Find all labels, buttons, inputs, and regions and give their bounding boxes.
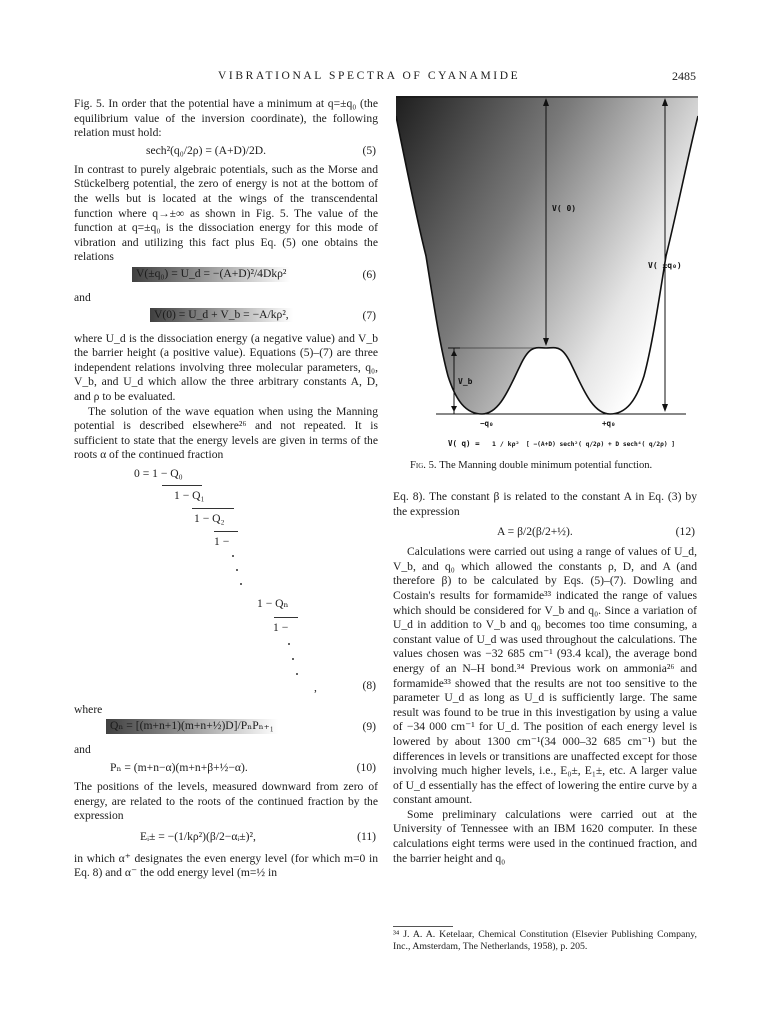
- label-plus-q0: +q₀: [602, 419, 616, 428]
- equation-number: (7): [362, 308, 376, 322]
- and-text: and: [74, 290, 91, 304]
- formula-rhs: [ −(A+D) sech²( q/2ρ) + D sech⁴( q/2ρ) ]: [526, 441, 676, 448]
- figure-caption: [410, 460, 652, 471]
- cf-line: 0 = 1 − Q₀: [134, 466, 183, 480]
- formula-frac: 1 / kρ²: [492, 440, 520, 448]
- potential-plot: [396, 96, 698, 460]
- left-column: [74, 97, 378, 881]
- equation-text: V(0) = U_d + V_b = −A/kρ²,: [150, 308, 293, 323]
- equation-number: (6): [362, 267, 376, 281]
- equation-number: (10): [356, 761, 376, 775]
- paragraph: Eq. 8). The constant β is related to the constant A in Eq. (3) by the expression: [393, 490, 697, 518]
- label-vq0: V( ±q₀): [648, 261, 682, 270]
- and-text: and: [74, 743, 91, 757]
- caption-prefix: Fig. 5.: [410, 460, 437, 471]
- equation-5: [74, 141, 378, 163]
- cf-line: 1 − Q₂: [194, 511, 225, 525]
- equation-12: [393, 519, 697, 545]
- paragraph: in which α⁺ designates the even energy level (for which m=0 in Eq. 8) and α⁻ the odd energy level (m=½ in: [74, 851, 378, 880]
- cf-line: 1 − Qₙ: [257, 596, 289, 610]
- right-column: [393, 490, 697, 866]
- arrowhead: [451, 406, 457, 412]
- equation-text: Eᵢ± = −(1/kρ²)(β/2−αᵢ±)²,: [140, 829, 256, 843]
- caption-text: The Manning double minimum potential function.: [439, 460, 653, 471]
- figure-manning-potential: [396, 96, 698, 460]
- formula-lhs: V( q) =: [448, 439, 480, 448]
- equation-9: [74, 717, 378, 743]
- equation-number: (9): [362, 720, 376, 734]
- where-text: where: [74, 702, 103, 716]
- equation-number: (11): [357, 829, 376, 843]
- arrowhead: [662, 404, 668, 412]
- equation-number: (8): [362, 678, 376, 692]
- paragraph: Fig. 5. In order that the potential have a minimum at q=±q₀ (the equilibrium value of the inversion coordinate), the following relation must hold:: [74, 97, 378, 140]
- equation-number: (12): [675, 525, 695, 539]
- footnote: ³⁴ J. A. A. Ketelaar, Chemical Constitution (Elsevier Publishing Company, Inc., Amsterdam, The Netherlands, 1958), p. 205.: [393, 929, 697, 953]
- running-title: VIBRATIONAL SPECTRA OF CYANAMIDE: [218, 70, 521, 82]
- page-number: 2485: [672, 69, 696, 83]
- paragraph: Calculations were carried out using a range of values of U_d, V_b, and q₀ which allowed the constants ρ, D, and A (and therefore β) to be calculated by Eqs. (5)–(7). Dowling and Costain's results for formamide³³ indicated the range of values which should be considered for V_b and q₀. Since a variation of U_d in addition to V_b and q₀ becomes too time consuming, a constant value of U_d was used throughout the calculations. The values chosen was −32 685 cm⁻¹ (93.4 kcal), the average bond energy of an N–H bond.³⁴ Previous work on ammonia²⁶ and formamide³³ showed that the results are not too sensitive to the parameter U_d as long as U_d is sufficiently large. The same result was found to be true in this investigation by using a value of −34 000 cm⁻¹ for U_d. The position of each energy level is lowered by about 1300 cm⁻¹(34 000–32 685 cm⁻¹) but the differences in levels or transitions are unaffected except for those involving much higher levels, i.e., E₀±, E₁±, etc. A larger value of U_d essentially has the effect of lowering the entire curve by a constant amount.: [393, 545, 697, 807]
- paragraph: In contrast to purely algebraic potentials, such as the Morse and Stückelberg potential, the zero of energy is not at the bottom of the wells but is located at the wings of the transcendental function where q→±∞ as shown in Fig. 5. The value of the function at q=±q₀ is the dissociation energy for this mode of vibration and utilizing this fact plus Eq. (5) one obtains the relations: [74, 162, 378, 264]
- cf-line: 1 − Q₁: [174, 488, 205, 502]
- label-v0: V( 0): [552, 204, 577, 213]
- paragraph: The solution of the wave equation when using the Manning potential is described elsewhere²⁶ and not repeated. It is sufficient to state that the energy levels are given in terms of the roots α of the continued fraction: [74, 404, 378, 462]
- equation-10: [74, 758, 378, 780]
- equation-text: sech²(q₀/2ρ) = (A+D)/2D.: [146, 143, 267, 157]
- potential-background: [396, 96, 698, 414]
- cf-line: 1 −: [214, 534, 230, 548]
- equation-6: [74, 265, 378, 291]
- paragraph: Some preliminary calculations were carried out at the University of Tennessee with an IBM 1620 computer. In these calculations eight terms were used in the continued fraction, and the barrier height and q₀: [393, 807, 697, 865]
- equation-text: Pₙ = (m+n−α)(m+n+β+½−α).: [110, 761, 248, 775]
- equation-text: V(±q₀) = U_d = −(A+D)²/4Dkρ²: [132, 267, 290, 282]
- cf-end: ,: [314, 680, 317, 694]
- continued-fraction: [74, 463, 378, 715]
- label-minus-q0: −q₀: [480, 419, 494, 428]
- equation-11: [74, 824, 378, 852]
- equation-text: A = β/2(β/2+½).: [497, 525, 573, 539]
- equation-7: [74, 306, 378, 332]
- footnote-rule: [393, 926, 453, 927]
- paragraph: where U_d is the dissociation energy (a negative value) and V_b the barrier height (a positive value). Equations (5)–(7) are three independent relations involving three molecular parameters, q₀, V_b, and U_d which allow the three arbitrary constants A, D, and ρ to be evaluated.: [74, 331, 378, 403]
- paragraph: The positions of the levels, measured downward from zero of energy, are related to the roots of the continued fraction by the expression: [74, 780, 378, 823]
- label-vb: V_b: [458, 377, 473, 386]
- cf-line: 1 −: [273, 620, 289, 634]
- equation-number: (5): [362, 143, 376, 157]
- equation-text: Qₙ = [(m+n+1)(m+n+½)D]/PₙPₙ₊₁: [106, 719, 278, 734]
